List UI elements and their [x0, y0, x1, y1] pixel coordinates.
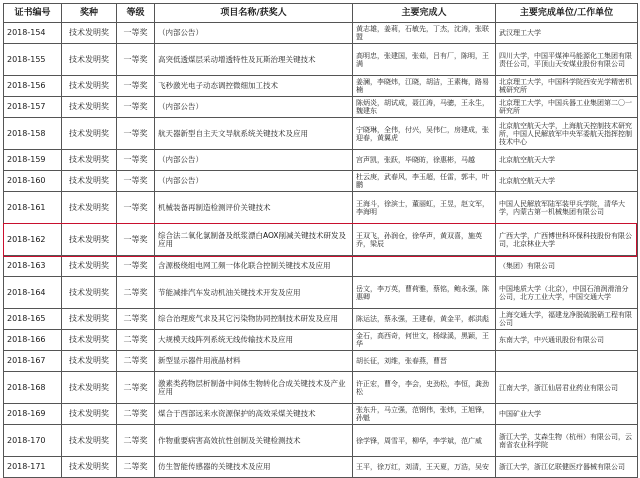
cell-grade: 一等奖	[117, 150, 155, 171]
cell-grade: 二等奖	[117, 351, 155, 372]
cell-grade: 一等奖	[117, 256, 155, 277]
cell-award: 技术发明奖	[62, 118, 117, 150]
cell-award: 技术发明奖	[62, 330, 117, 351]
cell-id: 2018-159	[4, 150, 62, 171]
cell-award: 技术发明奖	[62, 351, 117, 372]
cell-id: 2018-171	[4, 457, 62, 478]
cell-project: （内部公告）	[155, 23, 353, 44]
table-body	[4, 23, 638, 478]
cell-award: 技术发明奖	[62, 309, 117, 330]
table-row	[4, 404, 638, 425]
cell-id: 2018-156	[4, 76, 62, 97]
cell-id: 2018-166	[4, 330, 62, 351]
cell-org: 武汉理工大学	[496, 23, 638, 44]
cell-award: 技术发明奖	[62, 372, 117, 404]
cell-id: 2018-158	[4, 118, 62, 150]
cell-project: 综合法二氧化氯制备及纸浆漂白AOX削减关键技术研发及应用	[155, 224, 353, 256]
cell-org: 北京理工大学，中国兵器工业集团第二〇一研究所	[496, 97, 638, 118]
table-row	[4, 372, 638, 404]
cell-id: 2018-157	[4, 97, 62, 118]
cell-people: 杜云庚，武春风，李玉超，任雷，郭丰，叶鹏	[353, 171, 496, 192]
cell-people: 高明忠，张建国，张茹，吕有厂，陈明，王满	[353, 44, 496, 76]
cell-people: 金石，高西奇，何世文，杨绿溪，黑颖，王华	[353, 330, 496, 351]
table-row	[4, 118, 638, 150]
cell-award: 技术发明奖	[62, 224, 117, 256]
cell-award: 技术发明奖	[62, 171, 117, 192]
table-row	[4, 256, 638, 277]
cell-id: 2018-160	[4, 171, 62, 192]
cell-id: 2018-167	[4, 351, 62, 372]
cell-org: 江南大学，浙江仙居君业药业有限公司	[496, 372, 638, 404]
cell-award: 技术发明奖	[62, 457, 117, 478]
cell-grade: 一等奖	[117, 44, 155, 76]
award-table	[3, 3, 638, 478]
cell-grade: 二等奖	[117, 277, 155, 309]
cell-people: 陈炳炎，胡试成，聂江涛，马骢，王永生，魏建东	[353, 97, 496, 118]
cell-project: 节能减排汽车发动机油关键技术开发及应用	[155, 277, 353, 309]
table-row	[4, 224, 638, 256]
cell-people	[353, 256, 496, 277]
cell-award: 技术发明奖	[62, 23, 117, 44]
cell-award: 技术发明奖	[62, 277, 117, 309]
col-header-id: 证书编号	[4, 4, 62, 23]
cell-people: 胡长征，刘维，张春燕，曹晋	[353, 351, 496, 372]
cell-grade: 一等奖	[117, 118, 155, 150]
cell-grade: 一等奖	[117, 97, 155, 118]
col-header-org: 主要完成单位/工作单位	[496, 4, 638, 23]
cell-grade: 一等奖	[117, 224, 155, 256]
cell-id: 2018-161	[4, 192, 62, 224]
cell-project: 飞秒激光电子动态调控微细加工技术	[155, 76, 353, 97]
cell-people: 王海斗，徐滨士，董丽虹，王昱，赵文军，李海明	[353, 192, 496, 224]
table-row	[4, 277, 638, 309]
table-row	[4, 76, 638, 97]
cell-grade: 二等奖	[117, 457, 155, 478]
cell-id: 2018-154	[4, 23, 62, 44]
cell-org: 中国矿业大学	[496, 404, 638, 425]
table-row	[4, 23, 638, 44]
cell-org	[496, 351, 638, 372]
cell-award: 技术发明奖	[62, 76, 117, 97]
table-row	[4, 425, 638, 457]
cell-people: 宁晓琳，全伟，付兴，吴伟仁，房建成，张迎春，黄翼虎	[353, 118, 496, 150]
cell-grade: 二等奖	[117, 425, 155, 457]
cell-award: 技术发明奖	[62, 44, 117, 76]
cell-grade: 二等奖	[117, 404, 155, 425]
table-row	[4, 351, 638, 372]
cell-project: 作物重要病害高效抗性创制及关键检测技术	[155, 425, 353, 457]
cell-project: 高突低透煤层采动增透特性及瓦斯治理关键技术	[155, 44, 353, 76]
cell-project: 机械装备再制造检测评价关键技术	[155, 192, 353, 224]
table-row	[4, 457, 638, 478]
cell-award: 技术发明奖	[62, 192, 117, 224]
col-header-project: 项目名称/获奖人	[155, 4, 353, 23]
cell-project: 航天器新型自主天文导航系统关键技术及应用	[155, 118, 353, 150]
cell-id: 2018-163	[4, 256, 62, 277]
table-row	[4, 44, 638, 76]
cell-grade: 一等奖	[117, 23, 155, 44]
cell-org: 东南大学，中兴通讯股份有限公司	[496, 330, 638, 351]
cell-id: 2018-155	[4, 44, 62, 76]
cell-project: 综合治理废气求及其它污染物协同控制技术研发及应用	[155, 309, 353, 330]
cell-org: 浙江大学，浙江亿联健医疗器械有限公司	[496, 457, 638, 478]
cell-people: 张东升，马立强，范钢伟，张炜，王旭锋，孙魁	[353, 404, 496, 425]
cell-org: 北京航空航天大学	[496, 171, 638, 192]
table-row	[4, 309, 638, 330]
cell-people: 王平，徐万红，刘清，王天夏，万浩，吴安	[353, 457, 496, 478]
cell-grade: 一等奖	[117, 192, 155, 224]
col-header-grade: 等级	[117, 4, 155, 23]
cell-id: 2018-168	[4, 372, 62, 404]
cell-people: 姜澜，李晓炜，江晓，胡洁，王素梅，路易楠	[353, 76, 496, 97]
cell-org: 上海交通大学，福建龙净脱硫脱硝工程有限公司	[496, 309, 638, 330]
cell-org: 北京航空航天大学，上海航天控制技术研究所，中国人民解放军中央军委航天指挥控制技术中心	[496, 118, 638, 150]
col-header-award: 奖种	[62, 4, 117, 23]
table-header-row	[4, 4, 638, 23]
cell-award: 技术发明奖	[62, 97, 117, 118]
cell-award: 技术发明奖	[62, 404, 117, 425]
cell-project: 新型显示器件用液晶材料	[155, 351, 353, 372]
table-row	[4, 171, 638, 192]
cell-grade: 二等奖	[117, 330, 155, 351]
cell-project: 大规模天线阵列系统无线传输技术及应用	[155, 330, 353, 351]
cell-project: 激素类药物层析制备中间体生物转化合成关键技术及产业应用	[155, 372, 353, 404]
cell-people: 宫声凯，张跃，毕晓昉，徐惠彬，马越	[353, 150, 496, 171]
cell-id: 2018-165	[4, 309, 62, 330]
cell-id: 2018-164	[4, 277, 62, 309]
cell-org: 北京航空航天大学	[496, 150, 638, 171]
cell-id: 2018-170	[4, 425, 62, 457]
cell-id: 2018-162	[4, 224, 62, 256]
cell-people: 岳文，李万英，曹荷雅，蔡铭，鲍永强，陈惠卿	[353, 277, 496, 309]
cell-grade: 二等奖	[117, 372, 155, 404]
cell-project: 仿生智能传感器的关键技术及应用	[155, 457, 353, 478]
table-row	[4, 192, 638, 224]
cell-org: 中国人民解放军陆军装甲兵学院，清华大学，内蒙古第一机械集团有限公司	[496, 192, 638, 224]
table-row	[4, 97, 638, 118]
cell-grade: 一等奖	[117, 76, 155, 97]
award-table-sheet	[3, 3, 637, 471]
cell-id: 2018-169	[4, 404, 62, 425]
cell-award: 技术发明奖	[62, 425, 117, 457]
cell-people: 徐学锋，周雪平，柳华，李学斌，范广威	[353, 425, 496, 457]
cell-award: 技术发明奖	[62, 256, 117, 277]
cell-org: 广西大学，广西博世科环保科技股份有限公司，北京林业大学	[496, 224, 638, 256]
cell-org: 四川大学，中国平煤神马能源化工集团有限责任公司，平顶山天安煤业股份有限公司	[496, 44, 638, 76]
cell-org: 浙江大学，艾森生物（杭州）有限公司，云南省农业科学院	[496, 425, 638, 457]
cell-people: 王双飞，孙润仓，徐华声，黄双喜，施英乔，梁辰	[353, 224, 496, 256]
cell-project: （内部公告）	[155, 171, 353, 192]
cell-project: （内部公告）	[155, 150, 353, 171]
cell-org: 北京理工大学，中国科学院西安光学精密机械研究所	[496, 76, 638, 97]
cell-org: （集团）有限公司	[496, 256, 638, 277]
table-row	[4, 150, 638, 171]
table-row	[4, 330, 638, 351]
cell-project: （内部公告）	[155, 97, 353, 118]
cell-grade: 一等奖	[117, 171, 155, 192]
col-header-people: 主要完成人	[353, 4, 496, 23]
cell-project: 含源极绕组电网工频一体化联合控制关键技术及应用	[155, 256, 353, 277]
cell-people: 陈运法，蔡永强，王建春，黄金平，郝洪彪	[353, 309, 496, 330]
cell-grade: 二等奖	[117, 309, 155, 330]
cell-award: 技术发明奖	[62, 150, 117, 171]
cell-people: 黄志雄，姜莉，石敏先，丁杰，沈涛，张联盟	[353, 23, 496, 44]
cell-project: 煤合于西部远来水资源保护的高效采煤关键技术	[155, 404, 353, 425]
cell-org: 中国地质大学（北京），中国石油润滑油分公司，北方工业大学，中国交通大学	[496, 277, 638, 309]
cell-people: 许正宏，曹令，李会，史劲松，李恒，龚劲松	[353, 372, 496, 404]
